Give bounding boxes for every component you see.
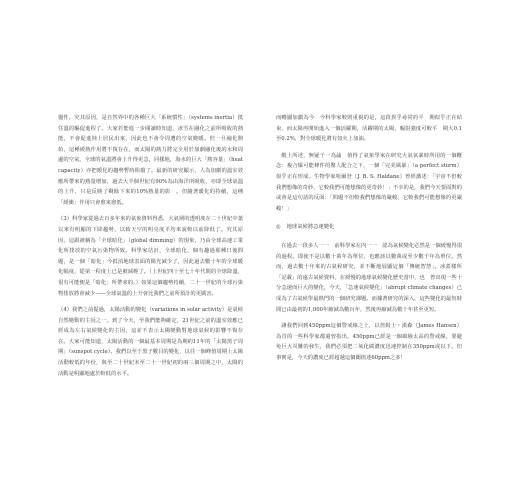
section-heading-text: 地球氣候將急速變化 [286,224,335,231]
section-bullet-icon: ◎ [276,224,281,231]
paragraph: （4）我們之前提過，太陽活動的變化（variations in solar activity）是氣候自然變動的主因之一。到了今天，至我們能夠確定，21世紀之前的溫室效應已經成為左右氣候變化的主因，這並不表示太陽變動對地球氣候的影響不復存在。大家可能知道，太陽活動的一個最基本周期是為期約11年的「太陽黑子周期」（sunspot cycle）。我們以至于黑子數目的變化，以往一個峰值周期上太陽活動較低的年份，與至二十世紀末至二十一世紀初的兩三個周期之中，太陽的活動是明顯地處於較低的水平。 [58,307,243,377]
paragraph: 盪性。究其原因，是自然界中的各種巨大「系統慣性」（systems inertia）抵住溫的驅促進程了。大家若能進一步閱讀時知道，冰雪在融化之前所吸收的熱能，不會促進陸上居民出來，因此也不會令周遭的空氣變暖。但一旦融化開始，這種緩熱作用將不復存在，而太陽的熱力將完全用於加劇融化後的水和周邊的空氣，全球的氣溫將會上升得更急，同樣地，海水的巨大「熱容量」（heat capacity）亦把暖化的趨勢暫時阻擋了。最新的研究顯示，人為加劇的溫室效應所帶來的熱量增加，過去大半個世紀有90%為由海洋所吸收，亦即全球氣溫的上升，只是反映了剩餘下來的10%熱量的影 。但隨著暖化的持續，這種「緩衝」作用只會愈來愈低。 [58,115,243,206]
paragraph: 讓我們回到450ppm這個警戒線之上，以詹姆士・漢森（James Hansen）為首的一些科學家都還曾指出，450ppm已經是一個風險太高的警戒線，要避免巨大災難的發生，我們必須把二氧化碳濃度迅速控制在350ppm或以下。但事實是，今天的濃度已經超越這個閾值達60ppm之多！ [276,323,462,361]
left-text-column [58,113,243,385]
paragraph: 縱上所述，無疑千一為論 值得了氣象學家在研究大氣氣暴時所用的一個概念：複合爆可能條件的驚人配合之下，一個「完美風暴」（a perfect storm）似乎正在形成。生物學家哈爾登（J. B. S. Haldane）曾經講述：「宇宙不但較我們想像的奇妙，它較我們可能想像的更奇妙！」不幸的是，我們今天要面對的或會是這句話的反面：「問題不但較我們想像的嚴峻，它較我們可能想像的更嚴峻！」 [276,152,462,212]
paragraph: 在過去一段多人一一 前科學家在內一一 認為氣候變化必然是一個緩慢得很的過程。即使不是以數十萬年為單位，也應該以數萬或至少數千年為單位。然而，過去數十年來的古氣候研究，並不斷地展顯這個「傳統智慧」。冰蓋樣所「記載」的遠古氣候資料，在緩慢的地球氣候變化歷史當中，也 曾出現一些十分急速而巨大的變化，今天，「急速氣候變化」（abrupt climate changes）已成為了古氣候學最熱門的一個研究課題。而據著研究的深入，這些變化的最短時間已由最初的1,000年縮減為數百年，然後再縮減為數十年甚至更短。 [276,242,462,313]
section-heading [276,222,462,233]
right-text-column [276,113,462,369]
paragraph: （3）科學家從過去百多年來的氣象資料得悉，大氣層的透明度在二十世紀中葉以來有明顯的下降趨勢，以致天空的明亮度平均來說較以前降低了。究其原因，這跟被稱為「全球暗化」（global dimming）的現象，乃由全球高速工業化所排放的空氣污染物所致。科學家估計，全球暗化，個有趣過那種日後問題，是一個「暗化」今抵消地球表面的陽光減少了，因此過去數十年的全球暖化幅度，從第一程度上已是被減輕了。（上世紀四十至七十年代間的全球降溫，很有可能便是「暗化」所帶來的。）如果這個趨勢持續，二十一世紀的全球污染物排放將會減少——全球氣溫的上升會比我們之前所預計的更厲害。 [58,216,243,297]
paragraph: 而略顯加劇為今 今科學家較則重視的是，這段異乎尋常的平 期似乎正在結束，而太陽再開始進入一個活躍期，活躍期的太陽，輻射強度可較平 期大0.1至0.2%，對全球暖化將有如火上加油。 [276,115,462,143]
